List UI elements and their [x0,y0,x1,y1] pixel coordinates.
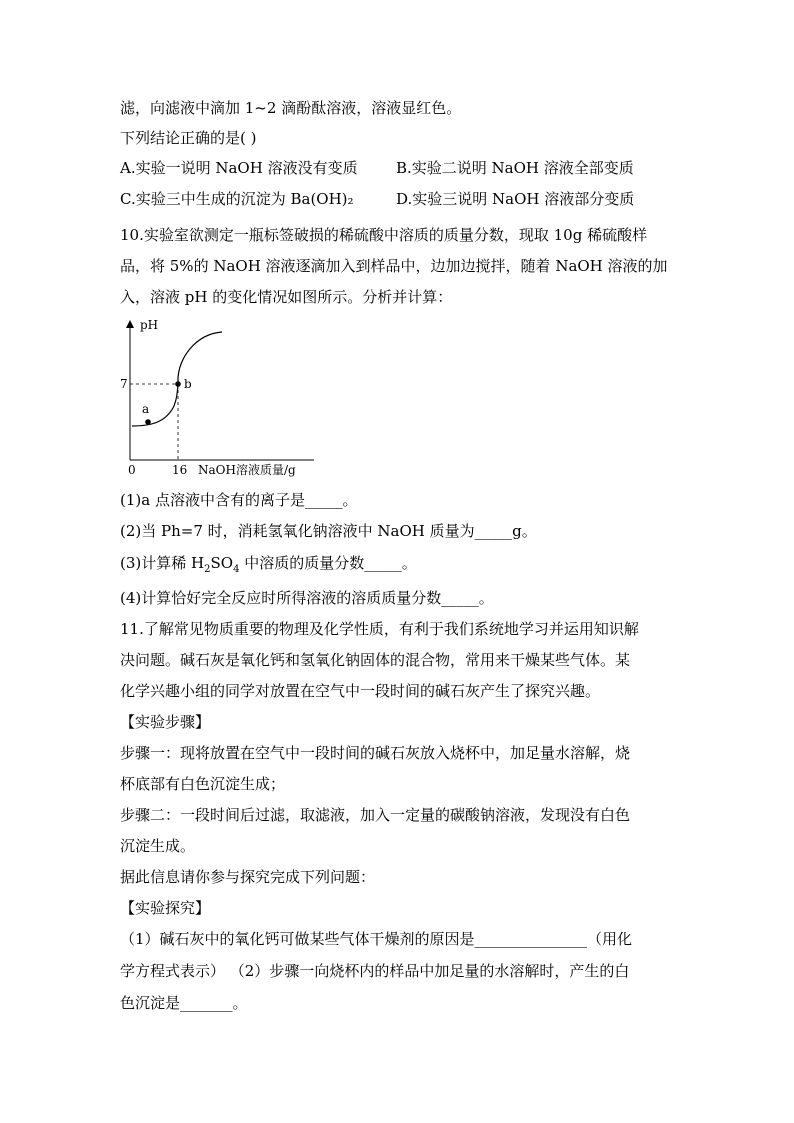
x-tick-label: 16 [172,463,188,477]
sub-question-1: (1)a 点溶液中含有的离子是_____。 [120,491,358,509]
option-c: C.实验三中生成的沉淀为 Ba(OH)₂ [120,190,354,208]
ph-chart [118,318,318,478]
question-10-line: 品，将 5%的 NaOH 溶液逐滴加入到样品中，边加边搅拌，随着 NaOH 溶液的加 [120,257,668,275]
subscript-2: 2 [204,564,211,575]
sub-question-2: (2)当 Ph=7 时，消耗氢氧化钠溶液中 NaOH 质量为_____g。 [120,522,537,540]
subscript-4: 4 [233,564,240,575]
option-b: B.实验二说明 NaOH 溶液全部变质 [396,159,634,177]
point-b [175,381,181,387]
question-10-line: 10.实验室欲测定一瓶标签破损的稀硫酸中溶质的质量分数，现取 10g 稀硫酸样 [120,226,648,244]
question-11-line: 化学兴趣小组的同学对放置在空气中一段时间的碱石灰产生了探究兴趣。 [120,682,601,700]
question-11-line: 决问题。碱石灰是氧化钙和氢氧化钠固体的混合物，常用来干燥某些气体。某 [120,651,631,669]
step-line: 步骤一：现将放置在空气中一段时间的碱石灰放入烧杯中，加足量水溶解，烧 [120,744,631,762]
exploration-line: 学方程式表示） （2）步骤一向烧杯内的样品中加足量的水溶解时，产生的白 [120,962,630,980]
sub-question-3-prefix: (3)计算稀 H [120,554,205,572]
question-prompt: 下列结论正确的是( ) [120,129,257,147]
sub-question-4: (4)计算恰好完全反应时所得溶液的溶质质量分数_____。 [120,589,494,607]
option-d: D.实验三说明 NaOH 溶液部分变质 [396,190,635,208]
option-a: A.实验一说明 NaOH 溶液没有变质 [120,159,358,177]
exploration-line: 色沉淀是_______。 [120,994,248,1012]
section-heading: 【实验步骤】 [120,713,211,731]
exploration-line: （1）碱石灰中的氧化钙可做某些气体干燥剂的原因是_______________（用化 [120,930,633,948]
sub-question-3-formula: SO [210,554,234,572]
step-line: 杯底部有白色沉淀生成； [120,775,286,793]
point-a [145,419,151,425]
point-a-label: a [142,402,150,416]
point-b-label: b [184,377,192,391]
question-11-line: 11.了解常见物质重要的物理及化学性质，有利于我们系统地学习并运用知识解 [120,620,639,638]
section-heading: 【实验探究】 [120,899,211,917]
y-tick-label: 7 [120,377,128,391]
step-line: 步骤二：一段时间后过滤，取滤液，加入一定量的碳酸钠溶液，发现没有白色 [120,806,631,824]
sub-question-3-suffix: 中溶质的质量分数_____。 [239,554,417,572]
step-line: 沉淀生成。 [120,837,196,855]
x-axis-label: NaOH溶液质量/g [198,463,296,477]
origin-label: 0 [128,463,136,477]
text-line: 滤，向滤液中滴加 1~2 滴酚酞溶液，溶液显红色。 [120,99,462,117]
y-axis-label: pH [140,318,159,332]
text-line: 据此信息请你参与探究完成下列问题： [120,868,376,886]
question-10-line: 入，溶液 pH 的变化情况如图所示。分析并计算： [120,288,453,306]
sub-question-3 [120,553,680,580]
